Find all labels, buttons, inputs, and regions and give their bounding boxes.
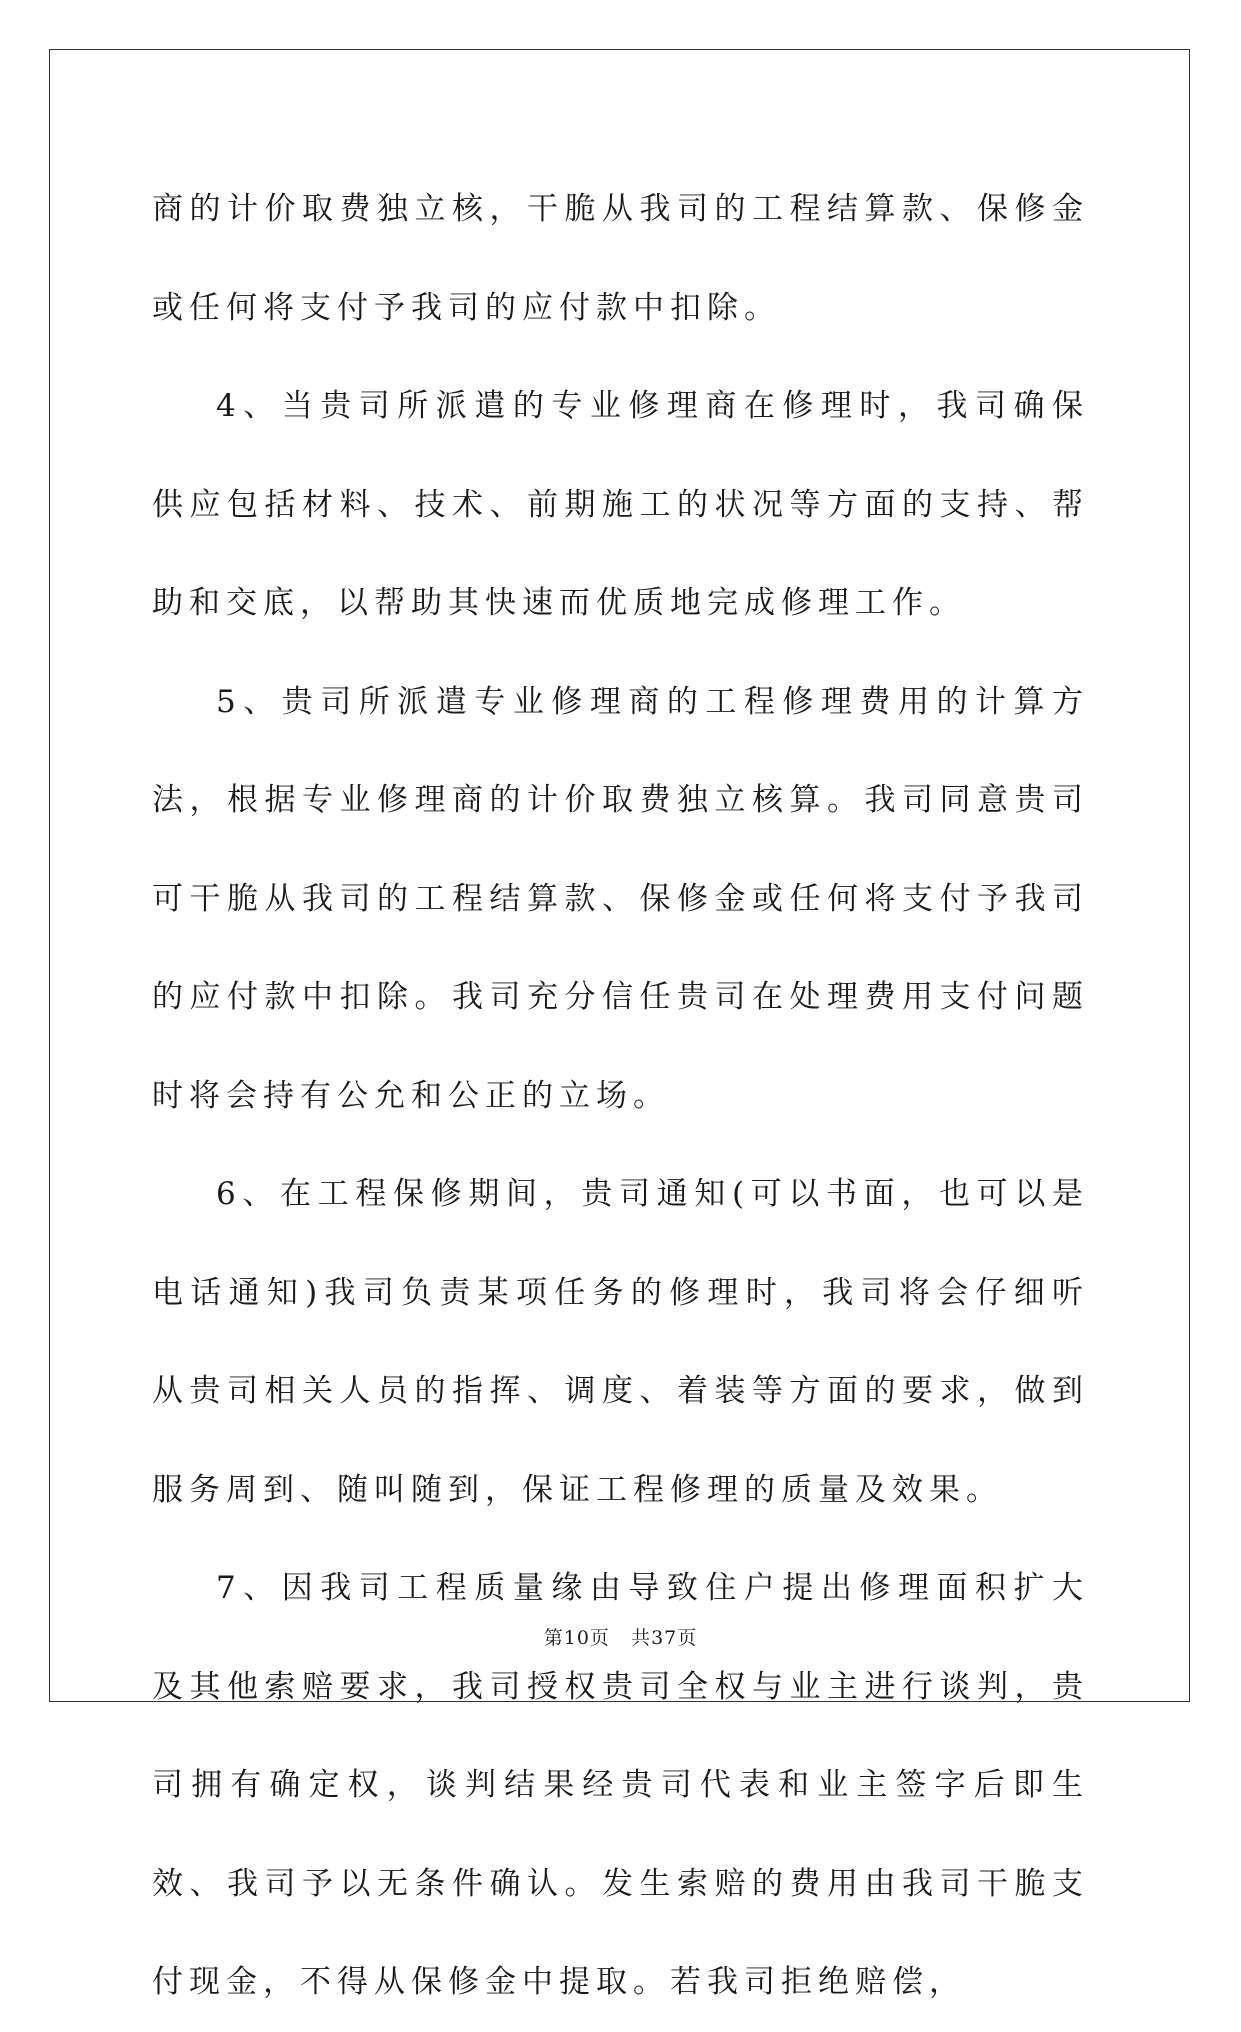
document-body bbox=[152, 160, 1089, 2032]
page-total: 共37页 bbox=[631, 1627, 698, 1649]
paragraph-4: 6、在工程保修期间，贵司通知(可以书面，也可以是电话通知)我司负责某项任务的修理时，我司将会仔细听从贵司相关人员的指挥、调度、着装等方面的要求，做到服务周到、随叫随到，保证工程修理的质量及效果。 bbox=[152, 1176, 1089, 1508]
paragraph-1: 商的计价取费独立核，干脆从我司的工程结算款、保修金或任何将支付予我司的应付款中扣除。 bbox=[152, 191, 1089, 326]
paragraph-3: 5、贵司所派遣专业修理商的工程修理费用的计算方法，根据专业修理商的计价取费独立核算。我司同意贵司可干脆从我司的工程结算款、保修金或任何将支付予我司的应付款中扣除。我司充分信任贵司在处理费用支付问题时将会持有公允和公正的立场。 bbox=[152, 683, 1089, 1114]
paragraph-5: 7、因我司工程质量缘由导致住户提出修理面积扩大及其他索赔要求，我司授权贵司全权与业主进行谈判，贵司拥有确定权，谈判结果经贵司代表和业主签字后即生效、我司予以无条件确认。发生索赔的费用由我司干脆支付现金，不得从保修金中提取。若我司拒绝赔偿， bbox=[152, 1570, 1089, 2000]
page-number: 第10页 bbox=[543, 1627, 610, 1649]
page-footer bbox=[0, 1623, 1241, 1650]
paragraph-2: 4、当贵司所派遣的专业修理商在修理时，我司确保供应包括材料、技术、前期施工的状况等方面的支持、帮助和交底，以帮助其快速而优质地完成修理工作。 bbox=[152, 388, 1089, 621]
